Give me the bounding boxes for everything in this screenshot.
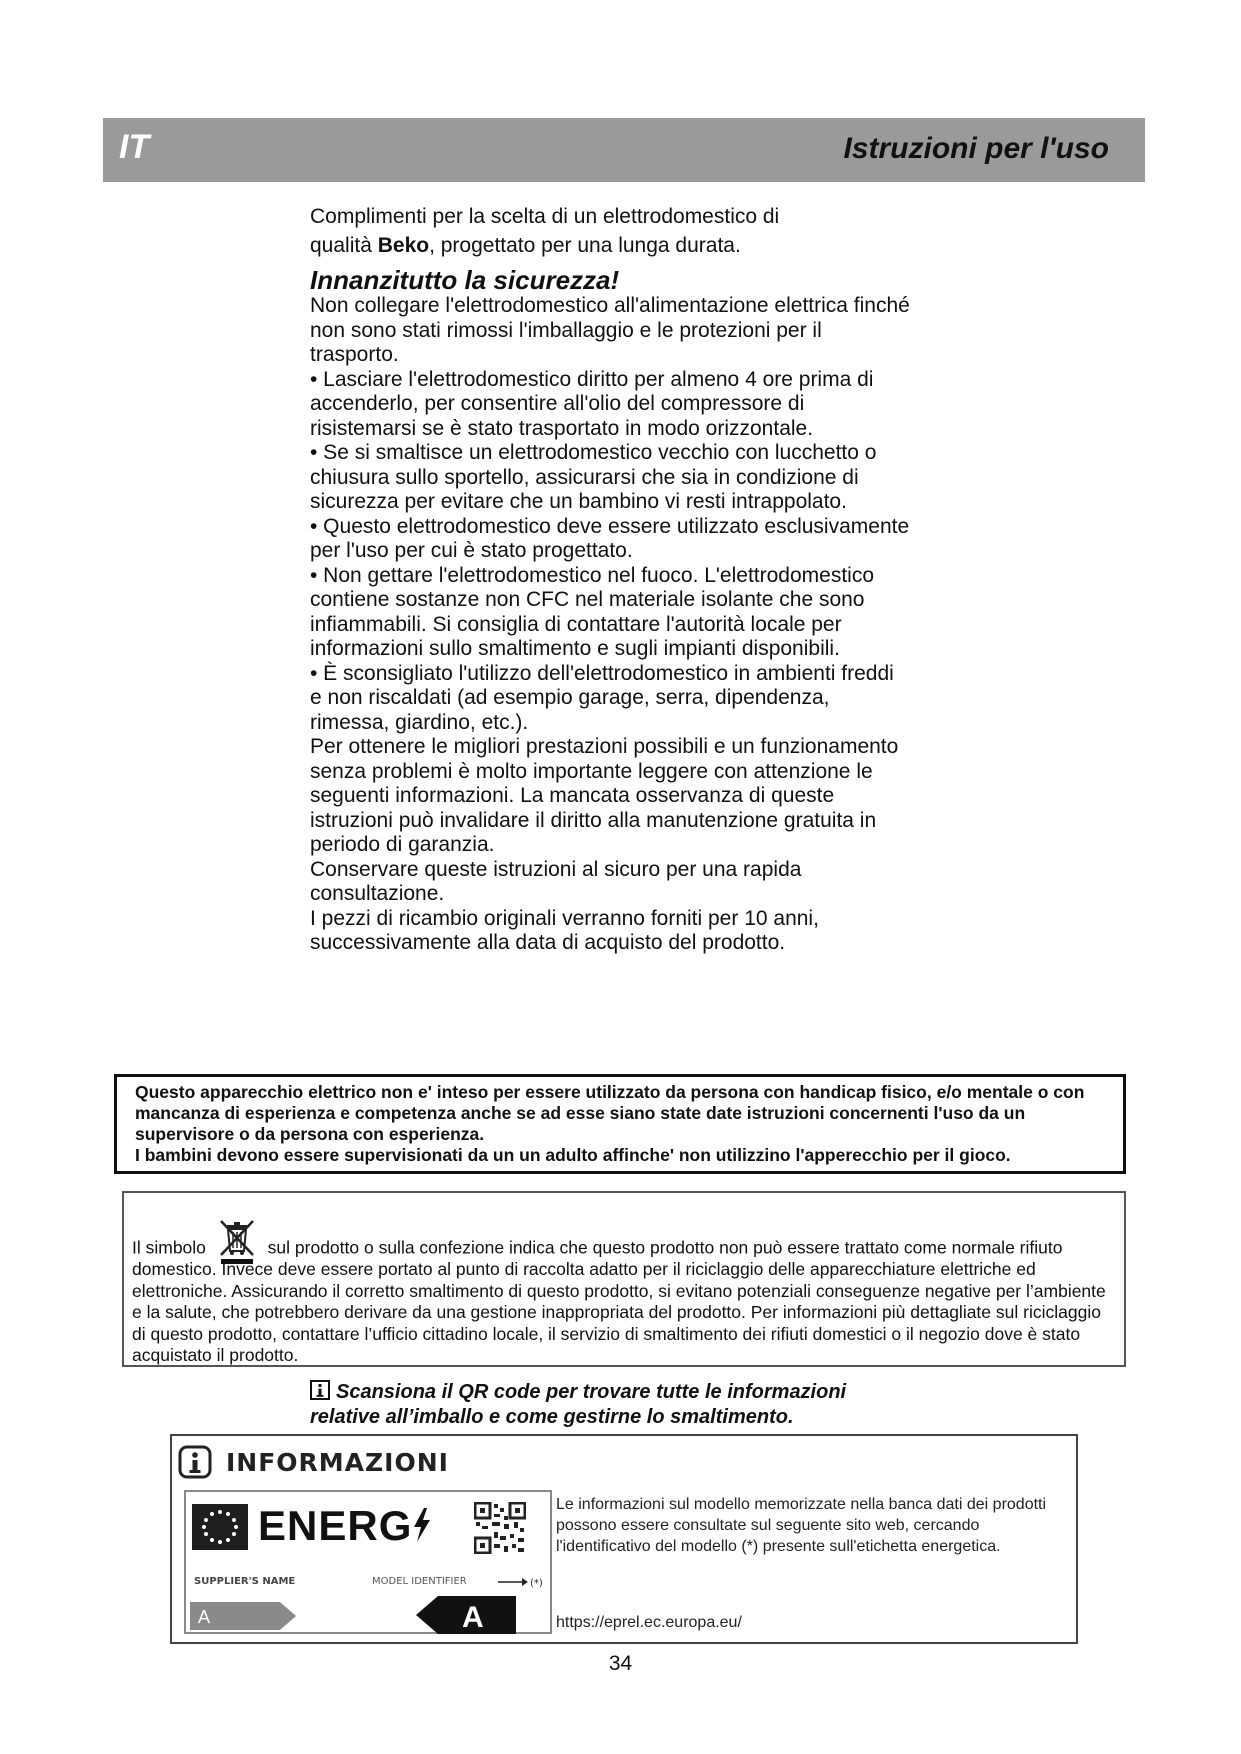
warning-line-2: I bambini devono essere supervisionati da un un adulto affinche' non utilizzino l'apperecchio per il gioco. (135, 1145, 1011, 1165)
safety-paragraph: Per ottenere le migliori prestazioni possibili e un funzionamento senza problemi è molto importante leggere con attenzione le seguenti informazioni. La mancata osservanza di queste istruzioni può invalidare il diritto alla manutenzione gratuita in periodo di garanzia. (310, 735, 899, 856)
product-class-letter: A (462, 1601, 484, 1634)
model-identifier-arrow (498, 1572, 548, 1592)
safety-paragraph: Conservare queste istruzioni al sicuro per una rapida consultazione. (310, 857, 802, 905)
language-code: IT (119, 128, 150, 166)
energy-label-illustration (184, 1490, 552, 1634)
weee-text-rest: sul prodotto o sulla confezione indica che questo prodotto non può essere trattato come normale rifiuto domestico. Invece deve essere portato al punto di raccolta adatto per il riciclaggio delle apparecchiature elettriche ed elettroniche. Assicurando il corretto smaltimento di questo prodotto, si evitano potenziali conseguenze negative per l’ambiente e la salute, che potrebbero derivare da una gestione inappropriata del prodotto. Per informazioni più dettagliate sul riciclaggio di questo prodotto, contattare l’ufficio cittadino locale, il servizio di smaltimento dei rifiuti domestici o il negozio dove è stato acquistato il prodotto. (132, 1237, 1106, 1365)
page-header (103, 118, 1145, 182)
weee-text-start: Il simbolo (132, 1237, 206, 1258)
eprel-description: Le informazioni sul modello memorizzate nella banca dati dei prodotti possono essere consultate sul seguente sito web, cercando l'identificativo del modello (*) presente sull'etichetta energetica. (556, 1496, 1047, 1555)
intro-line-2-start: qualità (310, 234, 378, 257)
energy-word (258, 1502, 432, 1550)
qr-note-line-1: Scansiona il QR code per trovare tutte le informazioni (336, 1381, 847, 1403)
scale-class-letter: A (198, 1607, 211, 1627)
safety-paragraph: • Non gettare l'elettrodomestico nel fuoco. L'elettrodomestico contiene sostanze non CFC nel materiale isolante che sono infiammabili. Si consiglia di contattare l'autorità locale per informazioni sullo smaltimento e sugli impianti disponibili. (310, 563, 875, 660)
energy-class-scale-bar (190, 1602, 296, 1630)
main-column (310, 202, 910, 956)
brand-name: Beko (377, 234, 430, 257)
energy-word-text: ENERG (258, 1502, 413, 1549)
intro-text (310, 202, 910, 260)
page-number: 34 (608, 1652, 633, 1675)
info-icon (178, 1445, 212, 1479)
information-panel (170, 1434, 1078, 1644)
document-title: Istruzioni per l'uso (843, 132, 1109, 165)
qr-code-note (310, 1380, 950, 1430)
lightning-bolt-icon (412, 1508, 432, 1542)
safety-paragraph: • Lasciare l'elettrodomestico diritto per almeno 4 ore prima di accenderlo, per consentire all'olio del compressore di risistemarsi se è stato trasportato in modo orizzontale. (310, 367, 874, 440)
eprel-url[interactable]: https://eprel.ec.europa.eu/ (556, 1614, 742, 1631)
safety-instructions (310, 294, 910, 956)
qr-code-icon (474, 1502, 526, 1554)
model-marker: (*) (530, 1578, 543, 1589)
safety-paragraph: • Se si smaltisce un elettrodomestico vecchio con lucchetto o chiusura sullo sportello, assicurarsi che sia in condizione di sicurezza per evitare che un bambino vi resti intrappolato. (310, 441, 877, 513)
weee-text (132, 1219, 1116, 1367)
safety-paragraph: Non collegare l'elettrodomestico all'alimentazione elettrica finché non sono stati rimossi l'imballaggio e le protezioni per il trasporto. (310, 294, 910, 366)
spare-parts-note: I pezzi di ricambio originali verranno forniti per 10 anni, successivamente alla data di acquisto del prodotto. (310, 906, 819, 954)
eprel-info-text (556, 1494, 1066, 1557)
supplier-name-label: SUPPLIER'S NAME (194, 1576, 296, 1587)
energy-class-indicator (416, 1596, 516, 1634)
intro-line-2-end: , progettato per una lunga durata. (429, 234, 741, 257)
information-header (178, 1442, 449, 1482)
qr-note-line-2: relative all’imballo e come gestirne lo smaltimento. (310, 1406, 794, 1428)
warning-line-1: Questo apparecchio elettrico non e' inteso per essere utilizzato da persona con handicap fisico, e/o mentale o con mancanza di esperienza e competenza anche se ad esse siano state date istruzioni concernenti l'uso da un supervisore o da persona con esperienza. (135, 1082, 1085, 1144)
information-heading: INFORMAZIONI (226, 1447, 449, 1477)
eu-flag-icon (192, 1504, 248, 1550)
intro-line-1: Complimenti per la scelta di un elettrodomestico di (310, 205, 780, 228)
model-identifier-label: MODEL IDENTIFIER (372, 1576, 467, 1587)
safety-paragraph: • È sconsigliato l'utilizzo dell'elettrodomestico in ambienti freddi e non riscaldati (ad esempio garage, serra, dipendenza, rimessa, giardino, etc.). (310, 661, 894, 734)
safety-paragraph: • Questo elettrodomestico deve essere utilizzato esclusivamente per l'uso per cui è stato progettato. (310, 514, 910, 562)
disability-warning-box (114, 1074, 1126, 1174)
info-icon (310, 1380, 330, 1400)
weee-disposal-box (122, 1191, 1126, 1367)
safety-heading: Innanzitutto la sicurezza! (310, 265, 620, 295)
